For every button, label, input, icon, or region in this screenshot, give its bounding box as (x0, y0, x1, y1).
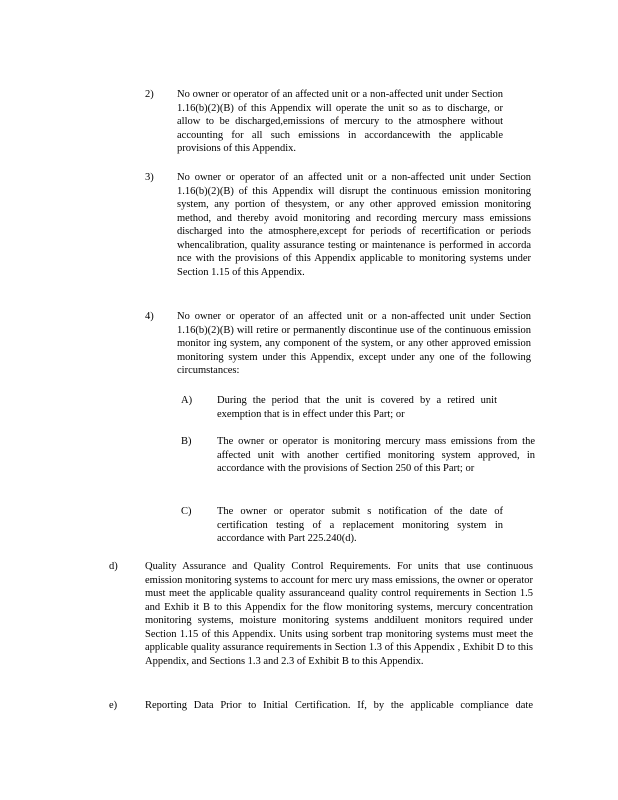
item-text: No owner or operator of an affected unit or a non-affected unit under Section 1.16(b)(2)(B) of this Appendix will disrupt the continuous emission monitoring system, any portion of thesystem, or any other approved emission monitoring method, and thereby avoid monitoring and recording mercury mass emissions discharged into the atmosphere,except for periods of recertification or periods whencalibration, quality assurance testing or maintenance is performed in accorda nce with the provisions of this Appendix applicable to monitoring systems under Section 1.15 of this Appendix. (177, 172, 531, 278)
item-number: e) (109, 700, 118, 711)
item-text: Reporting Data Prior to Initial Certification. If, by the applicable compliance date (145, 700, 533, 711)
item-number: C) (181, 506, 192, 517)
item-text: No owner or operator of an affected unit or a non-affected unit under Section 1.16(b)(2)(B) will retire or permanently discontinue use of the continuous emission monitor ing system, any component of the system, or any other approved emission monitoring system under this Appendix, except under any one of the following circumstances: (177, 311, 531, 376)
item-text: No owner or operator of an affected unit or a non-affected unit under Section 1.16(b)(2)(B) of this Appendix will operate the unit so as to discharge, or allow to be discharged,emissions of mercury to the atmosphere without accounting for all such emissions in accordancewith the applicable provisions of this Appendix. (177, 89, 503, 154)
item-number: B) (181, 436, 192, 447)
item-number: d) (109, 561, 118, 572)
item-text: During the period that the unit is covered by a retired unit exemption that is in effect under this Part; or (217, 395, 497, 420)
item-text: Quality Assurance and Quality Control Requirements. For units that use continuous emission monitoring systems to account for merc ury mass emissions, the owner or operator must meet the applicable quality assuranceand quality control requirements in Section 1.5 and Exhib it B to this Appendix for the flow monitoring systems, mercury concentration monitoring systems, moisture monitoring systems anddiluent monitors required under Section 1.15 of this Appendix. Units using sorbent trap monitoring systems must meet the applicable quality assurance requirements in Section 1.3 of this Appendix , Exhibit D to this Appendix, and Sections 1.3 and 2.3 of Exhibit B to this Appendix. (145, 561, 533, 667)
item-text: The owner or operator submit s notification of the date of certification testing of a replacement monitoring system in accordance with Part 225.240(d). (217, 506, 503, 544)
item-number: 4) (145, 311, 154, 322)
item-number: A) (181, 395, 193, 406)
item-number: 2) (145, 89, 154, 100)
item-number: 3) (145, 172, 154, 183)
item-text: The owner or operator is monitoring mercury mass emissions from the affected unit with another certified monitoring system approved, in accordance with the provisions of Section 250 of this Part; or (217, 436, 535, 474)
